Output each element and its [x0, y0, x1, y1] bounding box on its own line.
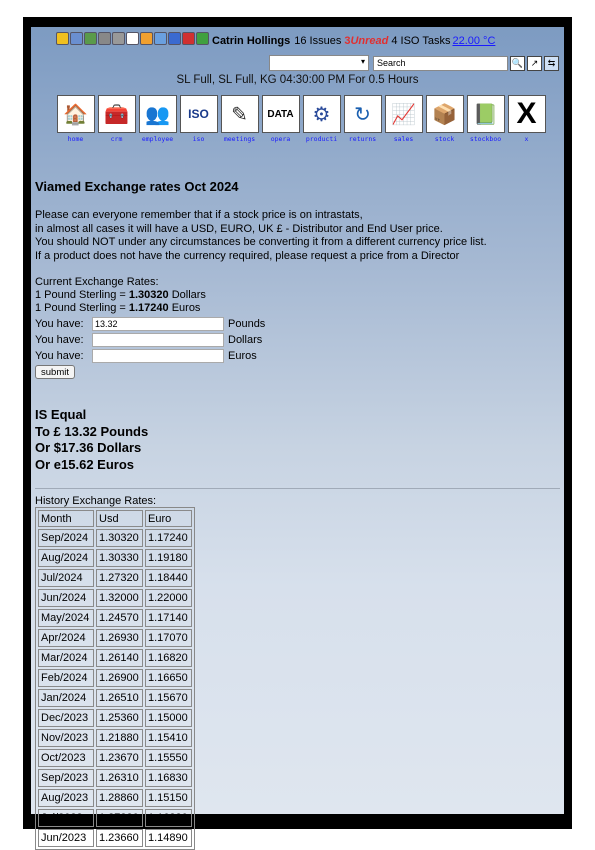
cell-month: Jul/2023: [38, 809, 94, 827]
column-header-usd: Usd: [96, 510, 143, 527]
cell-usd: 1.30330: [96, 549, 143, 567]
converter-row-euros: [35, 348, 560, 363]
cell-usd: 1.26930: [96, 629, 143, 647]
cell-euro: 1.15670: [145, 689, 192, 707]
page-body: [31, 27, 564, 844]
cell-usd: 1.32000: [96, 589, 143, 607]
book-icon[interactable]: [112, 32, 125, 45]
top-toolbar: [56, 34, 495, 48]
x-icon[interactable]: X: [508, 95, 546, 133]
nav-label[interactable]: crm: [110, 135, 123, 143]
meetings-icon[interactable]: ✎: [221, 95, 259, 133]
cell-usd: 1.21880: [96, 729, 143, 747]
converter-label: You have:: [35, 333, 84, 346]
nav-label[interactable]: returns: [348, 135, 377, 143]
cell-month: Sep/2024: [38, 529, 94, 547]
table-row: [38, 629, 192, 647]
nav-item-producti[interactable]: [301, 95, 342, 143]
cell-usd: 1.30320: [96, 529, 143, 547]
current-rates-heading: Current Exchange Rates:: [35, 276, 159, 288]
nav-label[interactable]: sales: [393, 135, 414, 143]
table-header-row: [38, 510, 192, 527]
converter-unit: Pounds: [228, 317, 266, 330]
cell-month: Jun/2024: [38, 589, 94, 607]
globe-icon[interactable]: [70, 32, 83, 45]
notice-line: You should NOT under any circumstances be converting it from a different currency price list.: [35, 236, 487, 248]
cell-month: Apr/2024: [38, 629, 94, 647]
cell-month: Jan/2024: [38, 689, 94, 707]
converter-unit: Dollars: [228, 333, 263, 346]
star-icon[interactable]: [56, 32, 69, 45]
cell-usd: 1.24570: [96, 609, 143, 627]
cell-euro: 1.18440: [145, 569, 192, 587]
chart-icon[interactable]: [182, 32, 195, 45]
issues-count[interactable]: 16 Issues: [294, 35, 342, 47]
notice-line: in almost all cases it will have a USD, EURO, UK £ - Distributor and End User price.: [35, 222, 443, 235]
euros-input[interactable]: [92, 349, 224, 363]
nav-item-returns[interactable]: [342, 95, 383, 143]
iso-tasks[interactable]: 4 ISO Tasks: [391, 35, 451, 47]
cell-usd: 1.23660: [96, 829, 143, 847]
orange-icon[interactable]: [140, 32, 153, 45]
network-icon[interactable]: ⇆: [544, 56, 559, 71]
stock-icon[interactable]: 📦: [426, 95, 464, 133]
stockbook-icon[interactable]: 📗: [467, 95, 505, 133]
converter-row-dollars: [35, 332, 560, 347]
result-line: Or $17.36 Dollars: [35, 440, 142, 455]
eur-rate-unit: Euros: [168, 302, 201, 314]
cell-usd: 1.25360: [96, 709, 143, 727]
temperature-link[interactable]: 22.00 °C: [452, 35, 496, 47]
user-name[interactable]: Catrin Hollings: [212, 35, 291, 47]
table-row: [38, 669, 192, 687]
converter-form: [35, 316, 560, 379]
table-row: [38, 549, 192, 567]
table-row: [38, 529, 192, 547]
green-icon[interactable]: [196, 32, 209, 45]
nav-item-x[interactable]: [506, 95, 547, 143]
house-icon[interactable]: 🏠: [57, 95, 95, 133]
cell-usd: 1.27320: [96, 809, 143, 827]
cell-euro: 1.16820: [145, 649, 192, 667]
history-table-body: [38, 529, 192, 847]
dollars-input[interactable]: [92, 333, 224, 347]
nav-item-employee[interactable]: [137, 95, 178, 143]
converter-label: You have:: [35, 349, 84, 362]
table-row: [38, 569, 192, 587]
nav-label[interactable]: employee: [141, 135, 174, 143]
pounds-input[interactable]: [92, 317, 224, 331]
cell-usd: 1.26900: [96, 669, 143, 687]
chevron-down-icon: ▾: [360, 57, 365, 66]
converter-row-pounds: [35, 316, 560, 331]
blue-icon[interactable]: [168, 32, 181, 45]
nav-item-meetings[interactable]: [219, 95, 260, 143]
conversion-result: [35, 407, 560, 473]
converter-label: You have:: [35, 317, 84, 330]
cell-euro: 1.16220: [145, 809, 192, 827]
help-icon[interactable]: [154, 32, 167, 45]
cell-euro: 1.22000: [145, 589, 192, 607]
nav-item-stock[interactable]: [424, 95, 465, 143]
page-frame: [23, 17, 572, 844]
cell-month: Jun/2023: [38, 829, 94, 847]
result-line: IS Equal: [35, 407, 87, 422]
table-row: [38, 809, 192, 827]
usd-rate-unit: Dollars: [168, 289, 206, 301]
usd-rate-prefix: 1 Pound Sterling =: [35, 289, 129, 301]
eur-rate: [35, 302, 560, 315]
cell-euro: 1.17140: [145, 609, 192, 627]
cell-euro: 1.15000: [145, 709, 192, 727]
cell-month: Sep/2023: [38, 769, 94, 787]
cell-euro: 1.19180: [145, 549, 192, 567]
cell-month: Feb/2024: [38, 669, 94, 687]
notice-line: If a product does not have the currency required, please request a price from a Director: [35, 249, 460, 262]
table-row: [38, 729, 192, 747]
page-title: Viamed Exchange rates Oct 2024: [35, 179, 239, 194]
column-header-euro: Euro: [145, 510, 192, 527]
company-select[interactable]: [269, 55, 369, 71]
table-row: [38, 769, 192, 787]
cell-month: Aug/2024: [38, 549, 94, 567]
cell-usd: 1.26140: [96, 649, 143, 667]
table-row: [38, 649, 192, 667]
cell-usd: 1.26310: [96, 769, 143, 787]
cell-month: Oct/2023: [38, 749, 94, 767]
table-row: [38, 789, 192, 807]
unread-count[interactable]: 3: [344, 35, 351, 47]
cell-month: Dec/2023: [38, 709, 94, 727]
cell-usd: 1.23670: [96, 749, 143, 767]
nav-label[interactable]: stock: [434, 135, 455, 143]
eur-rate-prefix: 1 Pound Sterling =: [35, 302, 129, 314]
usd-rate: [35, 289, 560, 302]
eur-rate-value: 1.17240: [128, 302, 169, 314]
main-content: [35, 179, 560, 850]
cell-month: Jul/2024: [38, 569, 94, 587]
result-line: Or e15.62 Euros: [35, 456, 134, 472]
settings-icon[interactable]: [84, 32, 97, 45]
current-rates: [35, 276, 560, 315]
search-input[interactable]: [373, 56, 508, 71]
table-row: [38, 749, 192, 767]
table-row: [38, 689, 192, 707]
cell-month: Aug/2023: [38, 789, 94, 807]
cell-usd: 1.27320: [96, 569, 143, 587]
nav-label[interactable]: producti: [305, 135, 338, 143]
divider: [35, 488, 560, 489]
cell-month: Nov/2023: [38, 729, 94, 747]
badge-icon[interactable]: [98, 32, 111, 45]
employees-icon[interactable]: 👥: [139, 95, 177, 133]
column-header-month: Month: [38, 510, 94, 527]
table-row: [38, 829, 192, 847]
nav-item-sales[interactable]: [383, 95, 424, 143]
search-icon[interactable]: 🔍: [510, 56, 525, 71]
nav-item-iso[interactable]: [178, 95, 219, 143]
status-line: SL Full, SL Full, KG 04:30:00 PM For 0.5 Hours: [176, 74, 419, 86]
nav-item-crm[interactable]: [96, 95, 137, 143]
table-row: [38, 709, 192, 727]
window-icon[interactable]: [126, 32, 139, 45]
crm-icon[interactable]: 🧰: [98, 95, 136, 133]
toolbar-icons: [56, 32, 210, 50]
cell-euro: 1.15550: [145, 749, 192, 767]
cell-euro: 1.15410: [145, 729, 192, 747]
cell-euro: 1.14890: [145, 829, 192, 847]
notice-line: Please can everyone remember that if a stock price is on intrastats,: [35, 209, 363, 221]
result-line: To £ 13.32 Pounds: [35, 423, 149, 439]
opera-data-icon[interactable]: DATA: [262, 95, 300, 133]
nav-label[interactable]: meetings: [223, 135, 256, 143]
sales-icon[interactable]: 📈: [385, 95, 423, 133]
usd-rate-value: 1.30320: [128, 289, 169, 301]
cell-euro: 1.17240: [145, 529, 192, 547]
nav-label[interactable]: stockboo: [469, 135, 502, 143]
cell-month: May/2024: [38, 609, 94, 627]
submit-button[interactable]: submit: [35, 365, 75, 379]
history-table: [35, 507, 195, 850]
nav-item-home[interactable]: [55, 95, 96, 143]
iso-icon[interactable]: ISO: [180, 95, 218, 133]
nav-label[interactable]: iso: [192, 135, 205, 143]
search-row: [269, 55, 559, 71]
history-heading: History Exchange Rates:: [35, 495, 157, 507]
nav-item-stockboo[interactable]: [465, 95, 506, 143]
cell-usd: 1.28860: [96, 789, 143, 807]
table-row: [38, 609, 192, 627]
cell-euro: 1.17070: [145, 629, 192, 647]
nav-label[interactable]: opera: [270, 135, 291, 143]
cell-euro: 1.16650: [145, 669, 192, 687]
cell-euro: 1.15150: [145, 789, 192, 807]
notice: [35, 209, 560, 263]
unread-label[interactable]: Unread: [350, 35, 389, 47]
main-nav: [55, 95, 547, 143]
cell-euro: 1.16830: [145, 769, 192, 787]
cell-usd: 1.26510: [96, 689, 143, 707]
nav-item-opera[interactable]: [260, 95, 301, 143]
nav-label[interactable]: home: [67, 135, 84, 143]
converter-unit: Euros: [228, 349, 257, 362]
external-link-icon[interactable]: ↗: [527, 56, 542, 71]
returns-icon[interactable]: ↻: [344, 95, 382, 133]
nav-label[interactable]: x: [524, 135, 529, 143]
cell-month: Mar/2024: [38, 649, 94, 667]
table-row: [38, 589, 192, 607]
production-icon[interactable]: ⚙: [303, 95, 341, 133]
